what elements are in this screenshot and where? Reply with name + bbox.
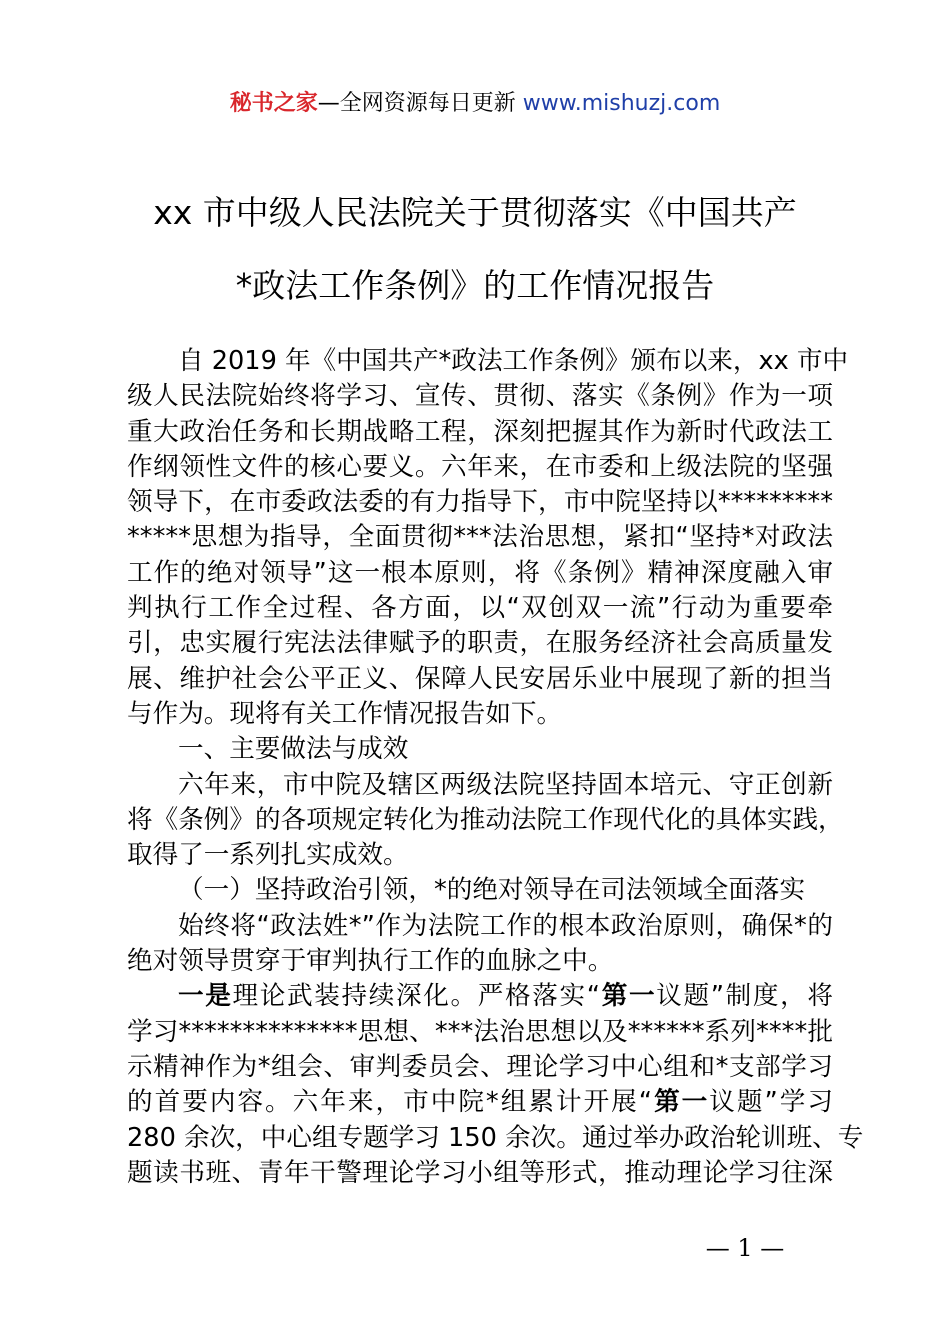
- paragraph-line: 六年来，市中院及辖区两级法院坚持固本培元、守正创新: [178, 769, 833, 800]
- title-line-2: *政法工作条例》的工作情况报告: [235, 266, 715, 305]
- paragraph-line: 一是理论武装持续深化。严格落实“第一议题”制度，将: [178, 981, 833, 1012]
- paragraph-line: 判执行工作全过程、各方面，以“双创双一流”行动为重要牵: [127, 593, 833, 624]
- site-brand: 秘书之家: [229, 91, 318, 116]
- document-title: [0, 176, 950, 322]
- paragraph-line: 的首要内容。六年来，市中院*组累计开展“第一议题”学习: [127, 1087, 833, 1118]
- paragraph-line: 与作为。现将有关工作情况报告如下。: [127, 698, 563, 729]
- paragraph-line: 将《条例》的各项规定转化为推动法院工作现代化的具体实践，: [127, 804, 844, 835]
- paragraph-line: 领导下，在市委政法委的有力指导下，市中院坚持以*********: [127, 487, 833, 518]
- site-url-link[interactable]: www.mishuzj.com: [522, 91, 721, 116]
- paragraph-line: 取得了一系列扎实成效。: [127, 840, 409, 871]
- paragraph-line: 示精神作为*组会、审判委员会、理论学习中心组和*支部学习: [127, 1051, 833, 1082]
- paragraph-line: *****思想为指导，全面贯彻***法治思想，紧扣“坚持*对政法: [127, 522, 833, 553]
- paragraph-line: 绝对领导贯穿于审判执行工作的血脉之中。: [127, 946, 614, 977]
- site-header: [0, 88, 950, 120]
- paragraph-line: 自 2019 年《中国共产*政法工作条例》颁布以来，xx 市中: [178, 346, 849, 376]
- title-line-1: xx 市中级人民法院关于贯彻落实《中国共产: [153, 193, 797, 232]
- paragraph-line: 280 余次，中心组专题学习 150 余次。通过举办政治轮训班、专: [127, 1122, 864, 1153]
- bold-term: 第一: [652, 1087, 710, 1118]
- site-tagline: —全网资源每日更新: [317, 91, 523, 116]
- paragraph-line: 重大政治任务和长期战略工程，深刻把握其作为新时代政法工: [127, 416, 833, 447]
- page-number: — 1 —: [705, 1234, 785, 1262]
- paragraph-line: 始终将“政法姓*”作为法院工作的根本政治原则，确保*的: [178, 910, 833, 941]
- document-body: [127, 344, 864, 1191]
- paragraph-line: 学习**************思想、***法治思想以及******系列****批: [127, 1016, 833, 1047]
- paragraph-line: 题读书班、青年干警理论学习小组等形式，推动理论学习往深: [127, 1157, 833, 1188]
- bold-term: 第一: [600, 981, 657, 1012]
- paragraph-line: 展、维护社会公平正义、保障人民安居乐业中展现了新的担当: [127, 663, 833, 694]
- section-heading: 一、主要做法与成效: [178, 734, 409, 765]
- paragraph-line: 作纲领性文件的核心要义。六年来，在市委和上级法院的坚强: [127, 451, 833, 482]
- bold-lead: 一是: [178, 981, 233, 1012]
- subsection-heading: （一）坚持政治引领，*的绝对领导在司法领域全面落实: [178, 875, 806, 906]
- paragraph-line: 级人民法院始终将学习、宣传、贯彻、落实《条例》作为一项: [127, 381, 833, 412]
- paragraph-line: 引，忠实履行宪法法律赋予的职责，在服务经济社会高质量发: [127, 628, 833, 659]
- paragraph-line: 工作的绝对领导”这一根本原则，将《条例》精神深度融入审: [127, 557, 833, 588]
